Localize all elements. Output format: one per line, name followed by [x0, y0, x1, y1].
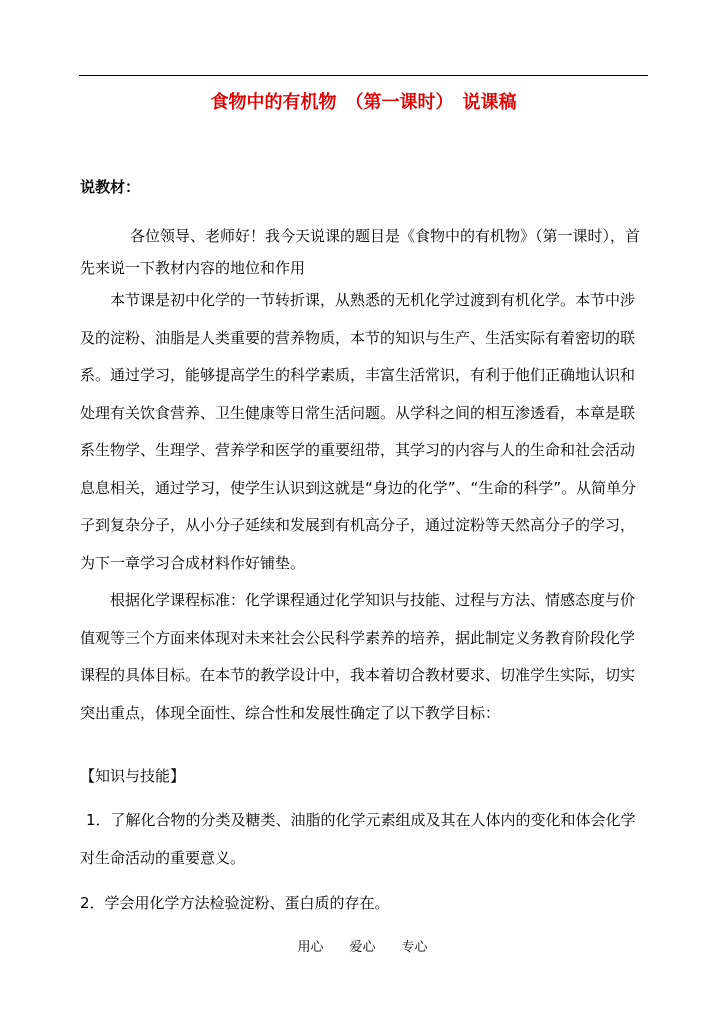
goal-item-2: 2．学会用化学方法检验淀粉、蛋白质的存在。: [80, 894, 390, 912]
subheading-knowledge-and-skills: 【知识与技能】: [80, 767, 186, 785]
page-footer: 用心 爱心 专心: [297, 940, 428, 955]
paragraph-curriculum-standard: 根据化学课程标准：化学课程通过化学知识与技能、过程与方法、情感态度与价值观等三个方面来体现对未来社会公民科学素养的培养，据此制定义务教育阶段化学课程的具体目标。在本节的教学设计中，我本着切合教材要求、切准学生实际，切实突出重点，体现全面性、综合性和发展性确定了以下教学目标：: [80, 591, 636, 722]
goal-item-1: 1．了解化合物的分类及糖类、油脂的化学元素组成及其在人体内的变化和体会化学对生命活动的重要意义。: [80, 811, 636, 867]
document-title: 食物中的有机物 （第一课时） 说课稿: [210, 92, 517, 113]
paragraph-intro: 各位领导、老师好！我今天说课的题目是《食物中的有机物》（第一课时），首先来说一下教材内容的地位和作用: [80, 227, 641, 277]
paragraph-position-and-role: 本节课是初中化学的一节转折课，从熟悉的无机化学过渡到有机化学。本节中涉及的淀粉、油脂是人类重要的营养物质，本节的知识与生产、生活实际有着密切的联系。通过学习，能够提高学生的科学素质，丰富生活常识，有利于他们正确地认识和处理有关饮食营养、卫生健康等日常生活问题。从学科之间的相互渗透看，本章是联系生物学、生理学、营养学和医学的重要纽带，其学习的内容与人的生命和社会活动息息相关，通过学习，使学生认识到这就是“身边的化学”、“生命的科学”。从简单分子到复杂分子，从小分子延续和发展到有机高分子，通过淀粉等天然高分子的学习，为下一章学习合成材料作好铺垫。: [80, 291, 637, 572]
header-rule: [79, 75, 648, 76]
section-heading-textbook: 说教材：: [80, 178, 141, 196]
